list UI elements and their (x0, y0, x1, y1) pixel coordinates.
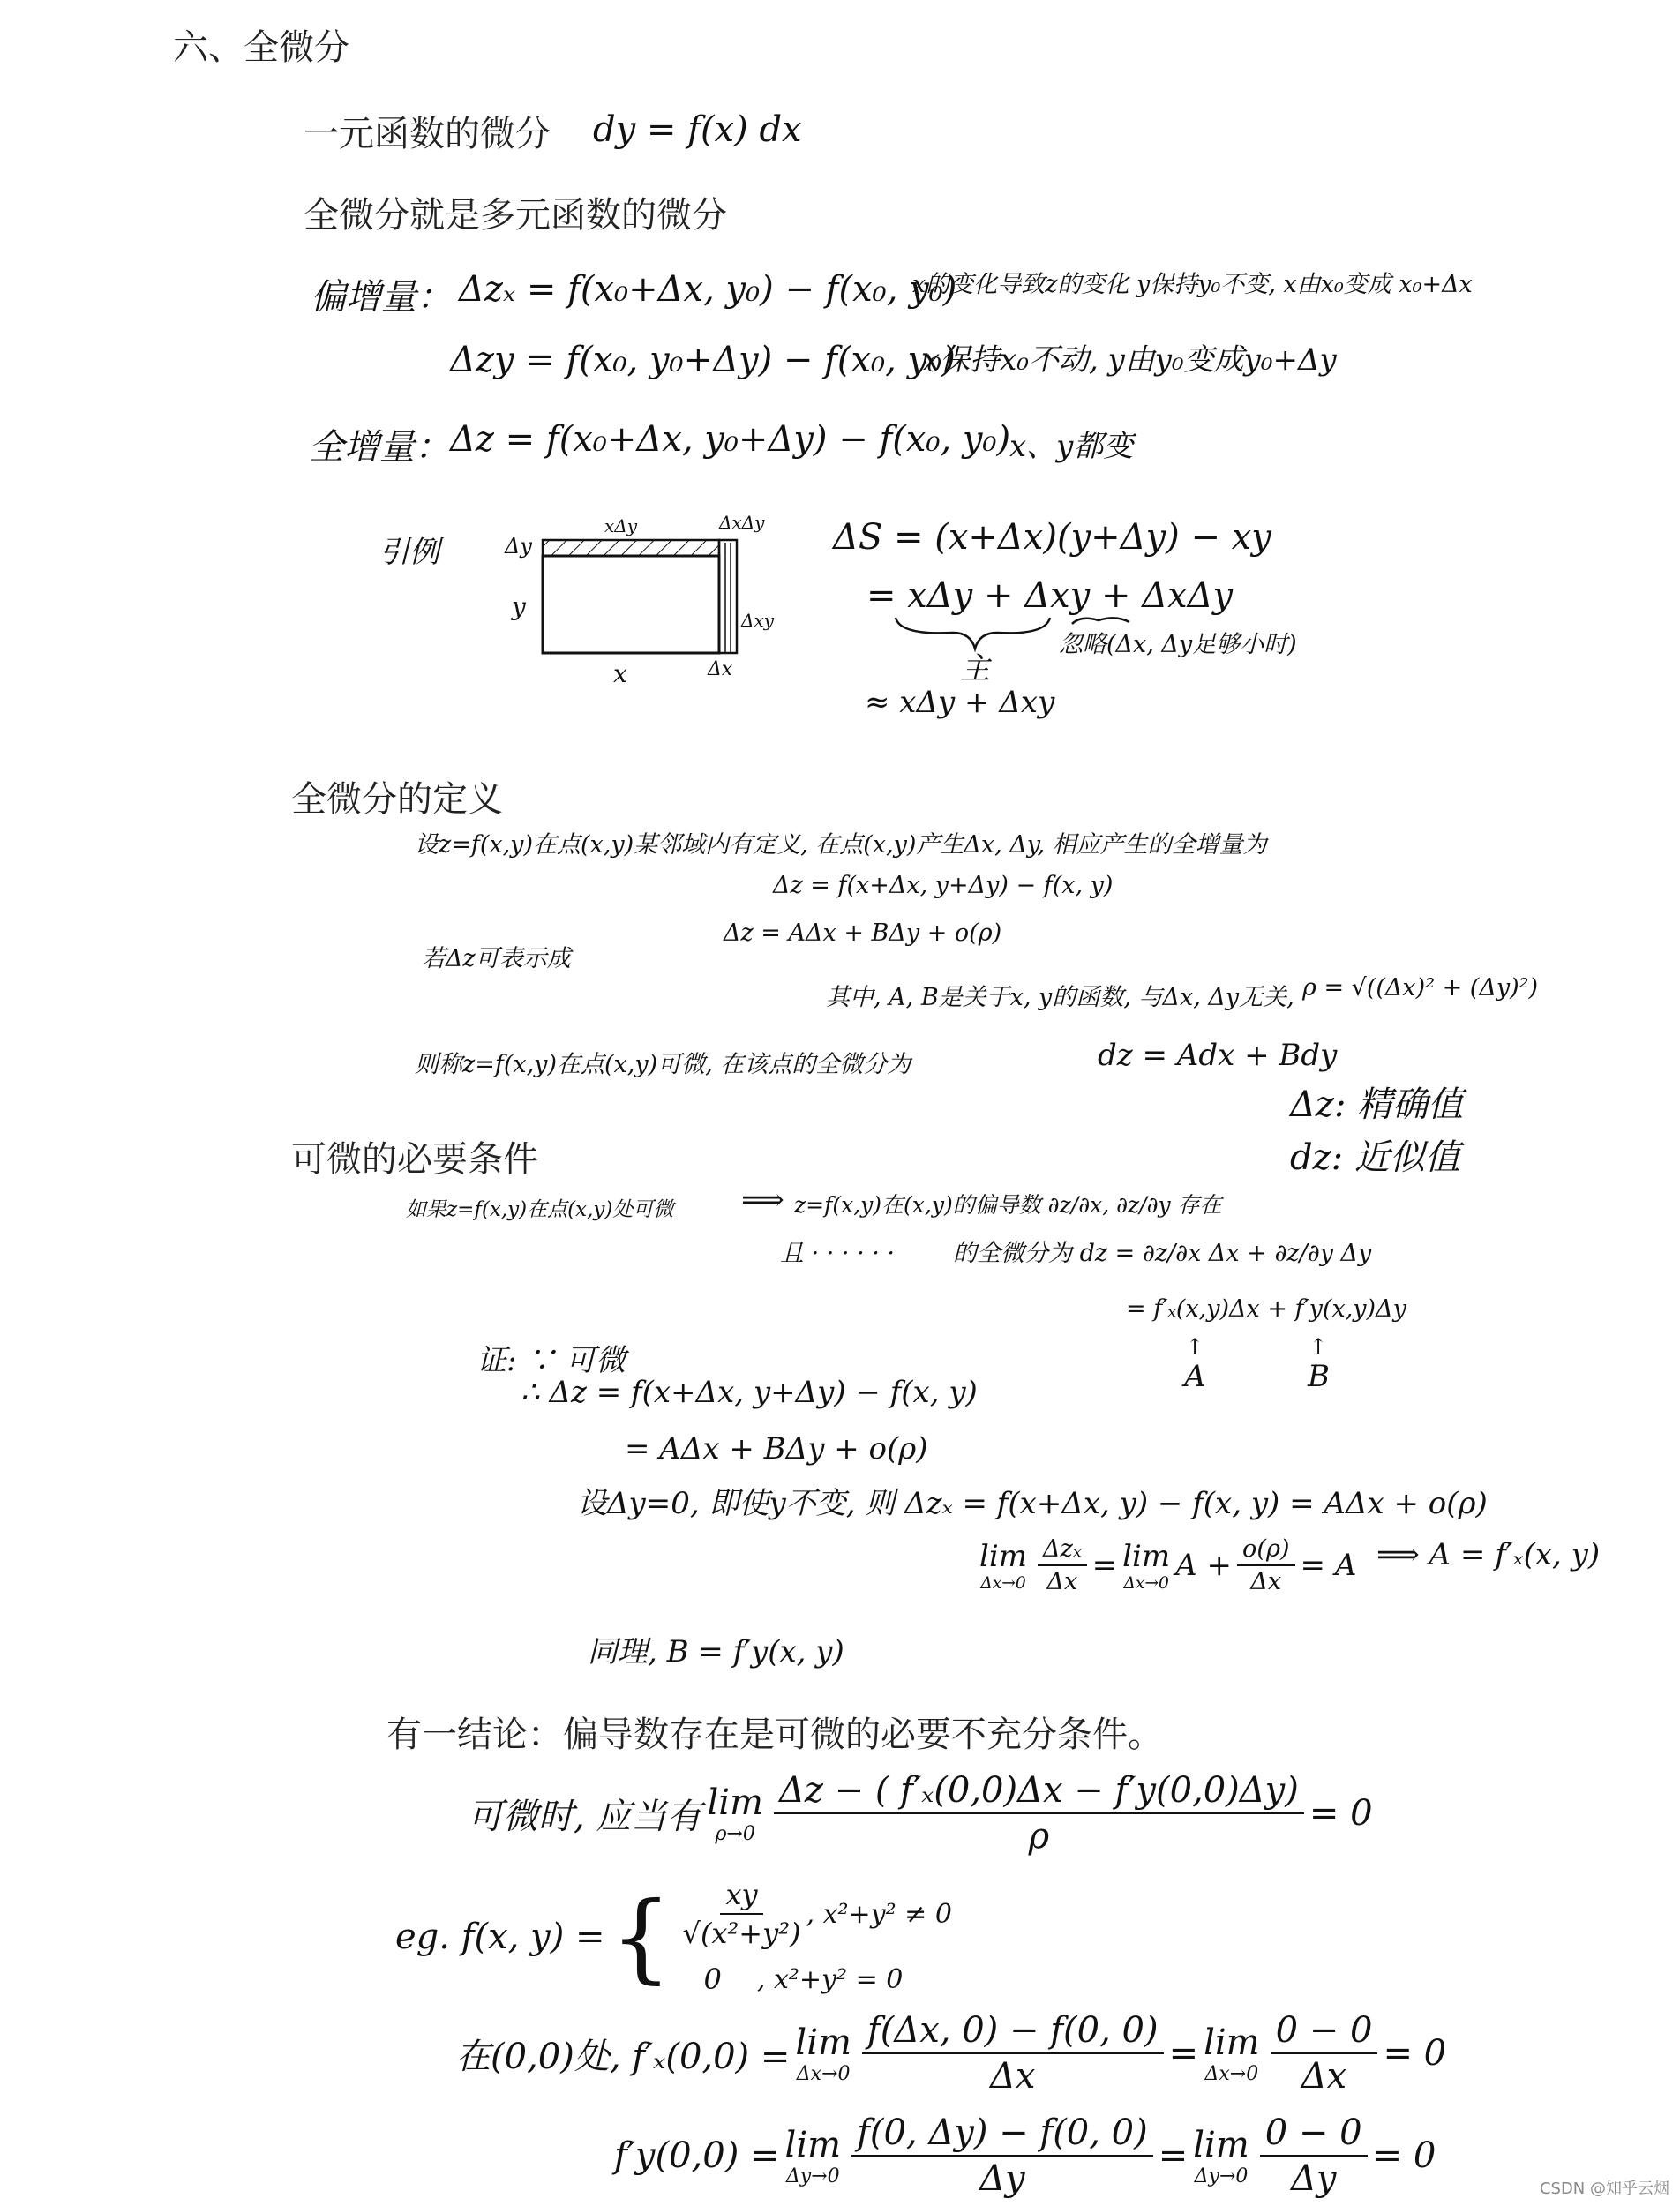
fx-lim-text-2: lim (1204, 2022, 1260, 2063)
one-var-formula: dy = f(x) dx (593, 109, 802, 150)
arrow-up-a: ↑ (1186, 1334, 1204, 1359)
frac-orho (1237, 1535, 1295, 1595)
fy-frac-num-2: 0 − 0 (1260, 2112, 1368, 2157)
fy-frac (851, 2112, 1153, 2199)
approx-label: dz: 近似值 (1290, 1137, 1460, 1178)
limit-expression (974, 1535, 1356, 1595)
fy-lim-2 (1193, 2125, 1249, 2187)
section-title: 六、全微分 (173, 27, 349, 68)
case1-frac (683, 1878, 801, 1950)
frac-dzx-den: Δx (1046, 1568, 1078, 1595)
area-diagram (494, 507, 812, 693)
fy-frac-den-2: Δy (1290, 2158, 1337, 2199)
proof-line3: 设Δy=0, 即使y不变, 则 Δzₓ = f(x+Δx, y) − f(x, y) = AΔx + o(ρ) (577, 1486, 1488, 1521)
fx-eq: = (1168, 2033, 1199, 2074)
cond-lim (707, 1782, 763, 1845)
proof-label: 证: ∵ 可微 (476, 1343, 626, 1378)
fx-frac-2 (1271, 2010, 1378, 2097)
fx-lim (795, 2022, 851, 2085)
lim-text: lim (979, 1538, 1027, 1574)
necessary-then: z=f(x,y)在(x,y)的偏导数 ∂z/∂x, ∂z/∂y 存在 (794, 1192, 1222, 1218)
total-increment-label: 全增量： (309, 427, 450, 468)
case2-val: 0 (703, 1962, 722, 1996)
cond-frac-num: Δz − ( f′ₓ(0,0)Δx − f′y(0,0)Δy) (774, 1770, 1304, 1814)
definition-where: 其中, A, B是关于x, y的函数, 与Δx, Δy无关, (826, 984, 1294, 1011)
partial-dzy-note: x保持x₀不动, y由y₀变成y₀+Δy (923, 342, 1337, 378)
fy-lim-sub-2: Δy→0 (1194, 2165, 1249, 2187)
fx-lim-text: lim (795, 2022, 851, 2063)
area-line3: ≈ xΔy + Δxy (865, 685, 1055, 720)
example-prefix: eg. f(x, y) = (395, 1917, 605, 1957)
frac-dzx-num: Δzₓ (1038, 1535, 1087, 1566)
exact-label: Δz: 精确值 (1290, 1084, 1464, 1125)
definition-if: 若Δz可表示成 (422, 945, 571, 972)
fy-partial (614, 2112, 1436, 2199)
cond-lim-text: lim (707, 1782, 763, 1823)
lim-eq: = (1091, 1548, 1118, 1583)
case-2 (678, 1962, 952, 1996)
fx-frac-den-2: Δx (1301, 2056, 1347, 2097)
total-increment-note: x、y都变 (1009, 429, 1134, 464)
case-1 (678, 1878, 952, 1950)
diagram-left-top: Δy (505, 534, 532, 559)
partial-dzy-formula: Δzy = f(x₀, y₀+Δy) − f(x₀, y₀) (450, 340, 956, 380)
frac-dzx (1038, 1535, 1087, 1595)
fy-eq0: = 0 (1372, 2135, 1436, 2176)
lim-sub: Δx→0 (980, 1573, 1026, 1593)
top-strip (543, 540, 719, 556)
example-function (395, 1878, 952, 1996)
fy-lim-text: lim (784, 2124, 842, 2165)
case1-num: xy (720, 1878, 762, 1915)
fy-frac-num: f(0, Δy) − f(0, 0) (851, 2112, 1153, 2157)
definition-title: 全微分的定义 (291, 779, 503, 820)
necessary-and: 且 · · · · · · (780, 1240, 895, 1267)
main-rect (543, 556, 719, 653)
frac-orho-den: Δx (1250, 1568, 1282, 1595)
definition-dz: Δz = f(x+Δx, y+Δy) − f(x, y) (773, 872, 1114, 899)
fx-frac-num: f(Δx, 0) − f(0, 0) (862, 2010, 1164, 2054)
fx-lim-2 (1204, 2022, 1260, 2085)
proof-line1: ∴ Δz = f(x+Δx, y+Δy) − f(x, y) (521, 1375, 978, 1410)
one-var-label: 一元函数的微分 (304, 114, 551, 154)
lim-block (979, 1539, 1027, 1593)
cond-lim-sub: ρ→0 (715, 1822, 755, 1845)
diagram-top-label: xΔy (604, 515, 638, 536)
conclusion-text: 有一结论：偏导数存在是可微的必要不充分条件。 (386, 1715, 1163, 1755)
fx-lim-sub-2: Δx→0 (1204, 2062, 1259, 2085)
necessary-arrow: ⟹ (741, 1182, 784, 1218)
diagram-right: Δxy (741, 610, 775, 631)
lim-block-2 (1122, 1539, 1170, 1593)
total-diff-intro: 全微分就是多元函数的微分 (304, 195, 727, 236)
watermark: CSDN @知乎云烟 (1539, 2180, 1669, 2198)
conclusion-condition (468, 1770, 1373, 1857)
definition-then: 则称z=f(x,y)在点(x,y)可微, 在该点的全微分为 (415, 1051, 911, 1078)
ignore-note: 忽略(Δx, Δy足够小时) (1059, 631, 1297, 658)
fy-frac-2 (1260, 2112, 1368, 2199)
fy-frac-den: Δy (979, 2158, 1025, 2199)
lim-text-2: lim (1122, 1538, 1171, 1574)
fy-lim-text-2: lim (1193, 2124, 1249, 2165)
necessary-title: 可微的必要条件 (291, 1139, 538, 1180)
diagram-bottom-right: Δx (708, 658, 733, 680)
left-brace: { (610, 1880, 672, 1993)
fx-at-label: 在(0,0)处, f′ₓ(0,0) = (455, 2036, 791, 2077)
fx-partial (455, 2010, 1446, 2097)
arrow-up-b: ↑ (1309, 1334, 1328, 1359)
case1-cond: , x²+y² ≠ 0 (806, 1898, 952, 1930)
cond-frac (774, 1770, 1304, 1857)
fx-lim-sub: Δx→0 (796, 2062, 851, 2085)
diagram-bottom: x (613, 659, 627, 688)
proof-line2: = AΔx + BΔy + o(ρ) (625, 1431, 928, 1467)
partial-dzx-note: x的变化导致z的变化 y保持y₀不变, x由x₀变成 x₀+Δx (912, 271, 1473, 298)
fx-eq0: = 0 (1383, 2033, 1447, 2074)
definition-rho: ρ = √((Δx)² + (Δy)²) (1302, 974, 1538, 1002)
cond-eq0: = 0 (1309, 1793, 1373, 1834)
partial-increment-label: 偏增量： (311, 277, 452, 318)
necessary-dz: 的全微分为 dz = ∂z/∂x Δx + ∂z/∂y Δy (953, 1240, 1372, 1267)
eq-a: = A (1300, 1548, 1357, 1583)
result-a: ⟹ A = f′ₓ(x, y) (1376, 1537, 1601, 1572)
label-b: B (1308, 1359, 1330, 1394)
label-a: A (1184, 1359, 1206, 1394)
area-line1: ΔS = (x+Δx)(y+Δy) − xy (833, 517, 1271, 558)
diagram-corner-label: ΔxΔy (719, 512, 765, 533)
fx-frac-num-2: 0 − 0 (1271, 2010, 1378, 2054)
area-line2: = xΔy + Δxy + ΔxΔy (866, 575, 1234, 616)
case2-cond: , x²+y² = 0 (756, 1963, 904, 1995)
right-strip (719, 540, 737, 653)
fy-lim-sub: Δy→0 (785, 2165, 840, 2187)
fx-frac (862, 2010, 1164, 2097)
frac-orho-num: o(ρ) (1237, 1535, 1295, 1566)
diagram-left: y (512, 592, 526, 621)
similarly-b: 同理, B = f′y(x, y) (588, 1634, 844, 1670)
fy-eq: = (1158, 2135, 1189, 2176)
necessary-eq2: = f′ₓ(x,y)Δx + f′y(x,y)Δy (1126, 1295, 1406, 1323)
main-label: 主 (960, 651, 990, 687)
definition-setup: 设z=f(x,y)在点(x,y)某邻域内有定义, 在点(x,y)产生Δx, Δy, 相应产生的全增量为 (415, 831, 1267, 859)
definition-repr: Δz = AΔx + BΔy + o(ρ) (724, 919, 1002, 947)
lim-sub-2: Δx→0 (1123, 1573, 1169, 1593)
cond-prefix: 可微时, 应当有 (468, 1796, 702, 1837)
a-plus: A + (1175, 1548, 1232, 1583)
example-label: 引例 (379, 535, 439, 570)
cond-frac-den: ρ (1028, 1816, 1050, 1857)
fx-frac-den: Δx (990, 2056, 1036, 2097)
total-increment-formula: Δz = f(x₀+Δx, y₀+Δy) − f(x₀, y₀) (450, 419, 1011, 460)
necessary-if: 如果z=f(x,y)在点(x,y)处可微 (406, 1198, 674, 1221)
cases (678, 1878, 952, 1996)
fy-lim (785, 2125, 842, 2187)
case1-den: √(x²+y²) (682, 1917, 801, 1950)
fy-label: f′y(0,0) = (614, 2135, 780, 2176)
partial-dzx-formula: Δzₓ = f(x₀+Δx, y₀) − f(x₀, y₀) (459, 269, 957, 310)
definition-dz-formula: dz = Adx + Bdy (1098, 1038, 1338, 1073)
